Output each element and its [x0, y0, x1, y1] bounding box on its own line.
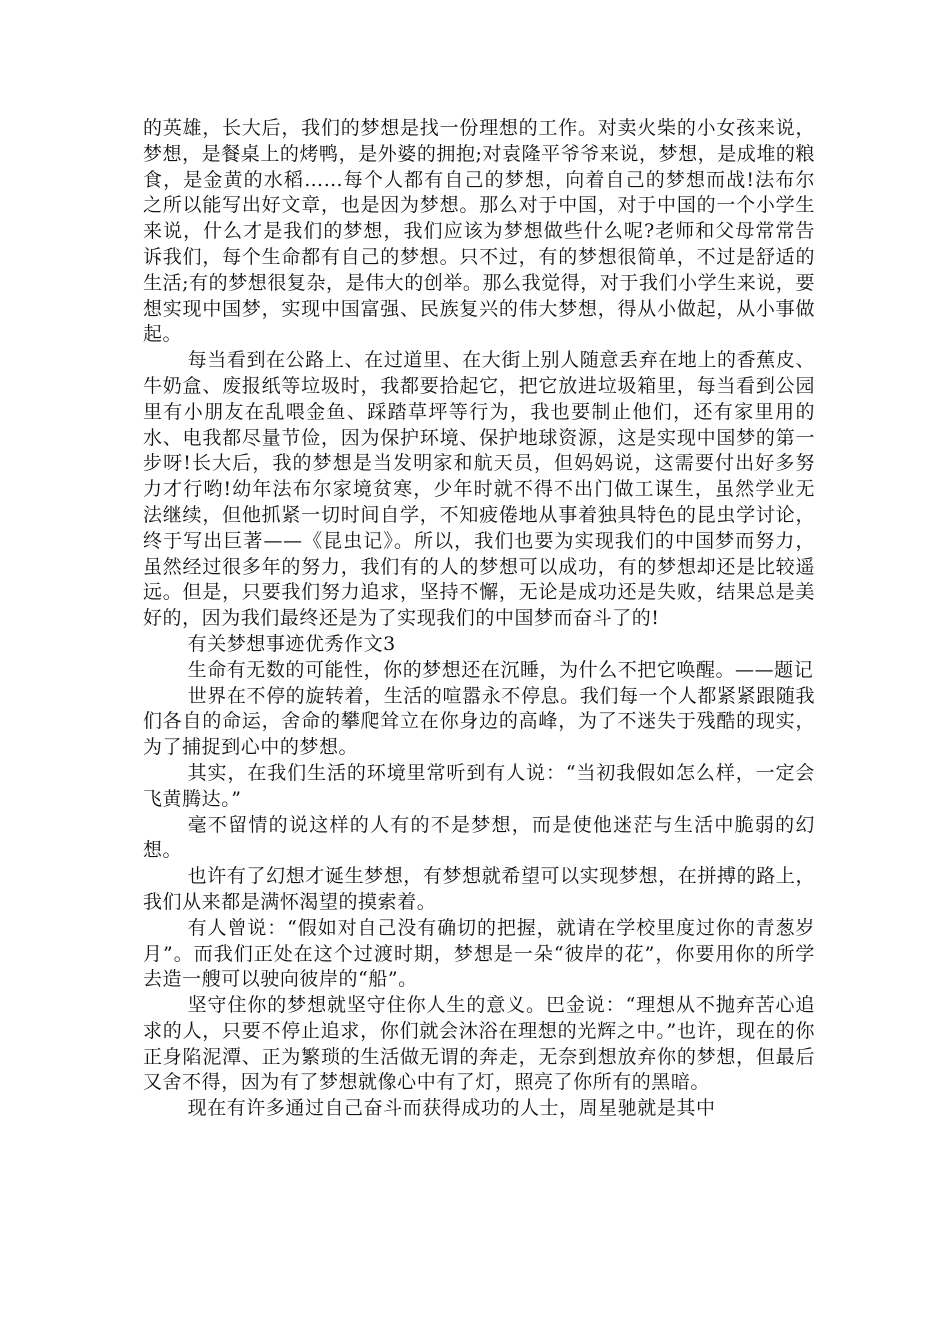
paragraph: 毫不留情的说这样的人有的不是梦想，而是使他迷茫与生活中脆弱的幻想。	[143, 813, 815, 862]
paragraph: 有人曾说：“假如对自己没有确切的把握，就请在学校里度过你的青葱岁月”。而我们正处在这个过渡时期，梦想是一朵“彼岸的花”，你要用你的所学去造一艘可以驶向彼岸的“船”。	[143, 916, 815, 991]
paragraph: 坚守住你的梦想就坚守住你人生的意义。巴金说：“理想从不抛弃苦心追求的人，只要不停止追求，你们就会沐浴在理想的光辉之中。”也许，现在的你正身陷泥潭、正为繁琐的生活做无谓的奔走，无奈到想放弃你的梦想，但最后又舍不得，因为有了梦想就像心中有了灯，照亮了你所有的黑暗。	[143, 994, 815, 1094]
paragraph: 每当看到在公路上、在过道里、在大街上别人随意丢弃在地上的香蕉皮、牛奶盒、废报纸等垃圾时，我都要拾起它，把它放进垃圾箱里，每当看到公园里有小朋友在乱喂金鱼、踩踏草坪等行为，我也要制止他们，还有家里用的水、电我都尽量节俭，因为保护环境、保护地球资源，这是实现中国梦的第一步呀!长大后，我的梦想是当发明家和航天员，但妈妈说，这需要付出好多努力才行哟!幼年法布尔家境贫寒，少年时就不得不出门做工谋生，虽然学业无法继续，但他抓紧一切时间自学，不知疲倦地从事着独具特色的昆虫学讨论，终于写出巨著——《昆虫记》。所以，我们也要为实现我们的中国梦而努力，虽然经过很多年的努力，我们有的人的梦想可以成功，有的梦想却还是比较遥远。但是，只要我们努力追求，坚持不懈，无论是成功还是失败，结果总是美好的，因为我们最终还是为了实现我们的中国梦而奋斗了的!	[143, 349, 815, 630]
paragraph: 世界在不停的旋转着，生活的喧嚣永不停息。我们每一个人都紧紧跟随我们各自的命运，舍命的攀爬耸立在你身边的高峰，为了不迷失于残酷的现实，为了捕捉到心中的梦想。	[143, 684, 815, 759]
paragraph: 也许有了幻想才诞生梦想，有梦想就希望可以实现梦想，在拼搏的路上，我们从来都是满怀渴望的摸索着。	[143, 865, 815, 913]
essay-title: 有关梦想事迹优秀作文3	[187, 632, 396, 655]
paragraph: 现在有许多通过自己奋斗而获得成功的人士，周星驰就是其中	[187, 1097, 716, 1120]
paragraph: 其实，在我们生活的环境里常听到有人说：“当初我假如怎么样，一定会飞黄腾达。”	[143, 761, 815, 810]
essay-body	[143, 116, 815, 1122]
epigraph: 生命有无数的可能性，你的梦想还在沉睡，为什么不把它唤醒。——题记	[187, 658, 814, 681]
paragraph: 的英雄，长大后，我们的梦想是找一份理想的工作。对卖火柴的小女孩来说，梦想，是餐桌上的烤鸭，是外婆的拥抱;对袁隆平爷爷来说，梦想，是成堆的粮食，是金黄的水稻……每个人都有自己的梦想，向着自己的梦想而战!法布尔之所以能写出好文章，也是因为梦想。那么对于中国，对于中国的一个小学生来说，什么才是我们的梦想，我们应该为梦想做些什么呢?老师和父母常常告诉我们，每个生命都有自己的梦想。只不过，有的梦想很简单，不过是舒适的生活;有的梦想很复杂，是伟大的创举。那么我觉得，对于我们小学生来说，要想实现中国梦，实现中国富强、民族复兴的伟大梦想，得从小做起，从小事做起。	[143, 117, 815, 346]
